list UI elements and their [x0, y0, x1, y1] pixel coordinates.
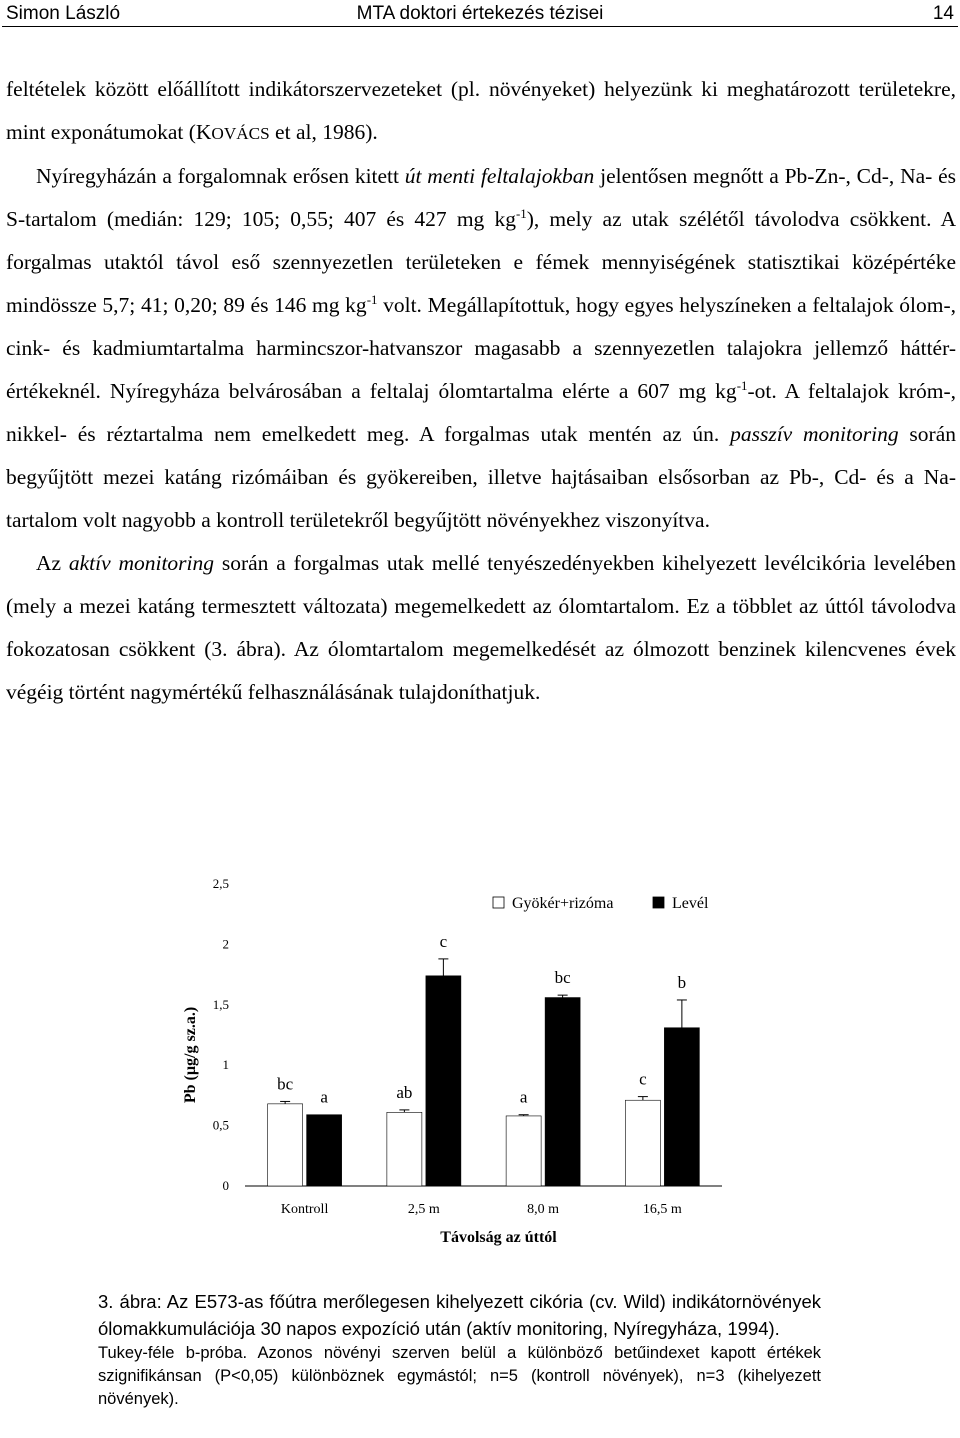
- bar: [506, 1116, 541, 1186]
- y-tick-label: 0: [222, 1178, 229, 1193]
- bar: [545, 998, 580, 1186]
- page-header: [6, 2, 954, 28]
- bar: [625, 1100, 660, 1186]
- x-category-label: Kontroll: [280, 1202, 329, 1217]
- x-axis-title: Távolság az úttól: [440, 1229, 557, 1246]
- x-category-label: 2,5 m: [407, 1202, 440, 1217]
- bar: [268, 1104, 303, 1186]
- caption-note: Tukey-féle b-próba. Azonos növényi szerven belül a különböző betűindexet kapott értékek szignifikánsan (P<0,05) különböznek egymástól; n=5 (kontroll növények), n=3 (kihelyezett növények).: [98, 1344, 821, 1408]
- header-page-number: 14: [932, 3, 954, 24]
- bar: [664, 1028, 699, 1186]
- significance-letter: b: [677, 972, 687, 992]
- bar: [307, 1115, 342, 1186]
- bar-chart-svg: [150, 870, 770, 1260]
- bar: [426, 976, 461, 1186]
- legend-swatch: [493, 897, 504, 908]
- legend-label: Gyökér+rizóma: [512, 895, 614, 912]
- caption-main: 3. ábra: Az E573-as főútra merőlegesen kihelyezett cikória (cv. Wild) indikátornövények ólomakkumulációja 30 napos expozíció után (aktív monitoring, Nyíregyháza, 1994).: [98, 1291, 821, 1339]
- y-tick-label: 0,5: [212, 1117, 229, 1133]
- significance-letter: c: [439, 931, 448, 951]
- header-title: MTA doktori értekezés tézisei: [356, 3, 604, 24]
- significance-letter: a: [519, 1087, 528, 1107]
- y-tick-label: 1,5: [212, 996, 229, 1012]
- header-author: Simon László: [6, 3, 121, 24]
- paragraph-1: feltételek között előállított indikátorszervezeteket (pl. növényeket) helyezünk ki meghatározott területekre, mint exponátumokat (KOVÁCS et al, 1986).: [6, 77, 956, 144]
- significance-letter: ab: [396, 1082, 413, 1102]
- body-text: [6, 68, 956, 714]
- significance-letter: bc: [277, 1074, 294, 1094]
- significance-letter: a: [320, 1087, 328, 1107]
- header-rule: [2, 26, 958, 27]
- bar: [387, 1112, 422, 1186]
- paragraph-3: Az aktív monitoring során a forgalmas utak mellé tenyészedényekben kihelyezett levélcikória levelében (mely a mezei katáng termesztett változata) megemelkedett az ólomtartalom. Ez a többlet az úttól távolodva fokozatosan csökkent (3. ábra). Az ólomtartalom megemelkedését az ólmozott benzinek kilencvenes évek végéig történt nagymértékű felhasználásának tulajdoníthatjuk.: [6, 551, 956, 704]
- x-category-label: 16,5 m: [642, 1202, 682, 1217]
- figure-caption: [98, 1288, 821, 1411]
- figure-3-chart: [150, 870, 770, 1260]
- y-tick-label: 1: [222, 1057, 229, 1073]
- significance-letter: c: [639, 1069, 647, 1089]
- y-tick-label: 2,5: [212, 876, 229, 891]
- significance-letter: bc: [554, 968, 571, 988]
- y-tick-label: 2: [222, 936, 229, 952]
- x-category-label: 8,0 m: [527, 1202, 560, 1217]
- legend-swatch: [653, 897, 664, 908]
- legend-label: Levél: [672, 895, 709, 912]
- y-axis-title: Pb (µg/g sz.a.): [182, 1006, 199, 1104]
- paragraph-2: Nyíregyházán a forgalomnak erősen kitett út menti feltalajokban jelentősen megnőtt a Pb-Zn-, Cd-, Na- és S-tartalom (medián: 129; 105; 0,55; 407 és 427 mg $kg^{-1}$), mely az utak szélétől távolodva csökkent. A forgalmas utaktól távol eső szennyezetlen területeken e fémek mennyiségének statisztikai középértéke mindössze 5,7; 41; 0,20; 89 és 146 mg $kg^{-1}$ volt. Megállapítottuk, hogy egyes helyszíneken a feltalajok ólom-, cink- és kadmiumtartalma harmincszor-hatvanszor magasabb a szennyezetlen talajokra jellemző háttér-értékeknél. Nyíregyháza belvárosában a feltalaj ólomtartalma elérte a 607 mg $kg^{-1}-ot$. A feltalajok króm-, nikkel- és réztartalma nem emelkedett meg. A forgalmas utak mentén az ún. passzív monitoring során begyűjtött mezei katáng rizómáiban és gyökereiben, illetve hajtásaiban elsősorban az Pb-, Cd- és a Na-tartalom volt nagyobb a kontroll területekről begyűjtött növényekhez viszonyítva.: [6, 164, 957, 532]
